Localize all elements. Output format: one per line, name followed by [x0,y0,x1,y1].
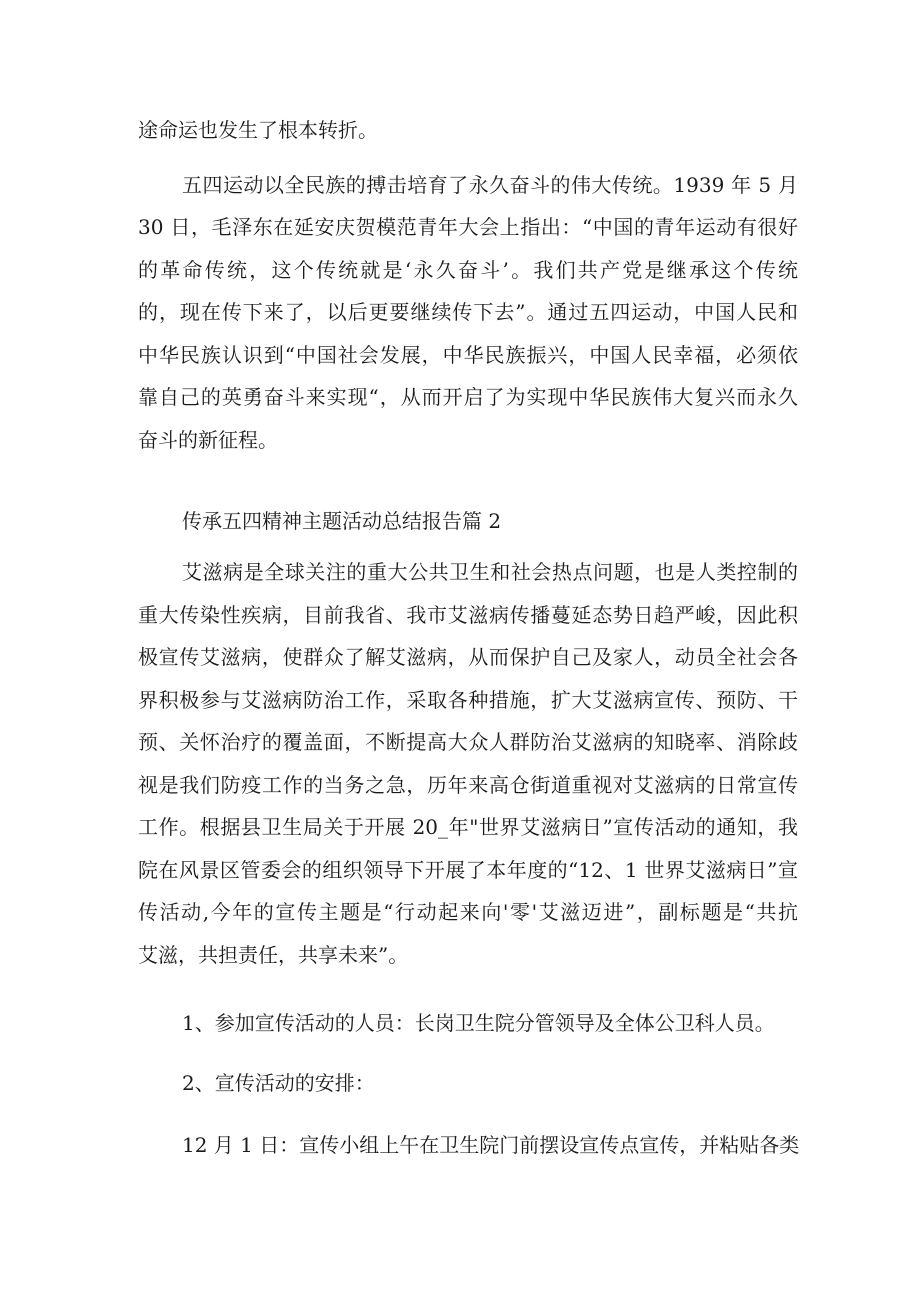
list-item-1: 1、参加宣传活动的人员：长岗卫生院分管领导及全体公卫科人员。 [182,1011,775,1035]
paragraph-3-line-10: 艾滋，共担责任，共享未来”。 [138,943,409,967]
paragraph-3-line-6: 视是我们防疫工作的当务之急，历年来高仓街道重视对艾滋病的日常宣传 [138,773,798,797]
paragraph-2-line-3: 的革命传统，这个传统就是‘永久奋斗’。我们共产党是继承这个传统 [138,258,798,282]
paragraph-1-line-1: 途命运也发生了根本转折。 [138,118,378,142]
list-item-2: 2、宣传活动的安排： [182,1071,375,1095]
paragraph-2-line-2: 30 日，毛泽东在延安庆贺模范青年大会上指出：“中国的青年运动有很好 [138,215,798,239]
paragraph-2-line-6: 靠自己的英勇奋斗来实现“，从而开启了为实现中华民族伟大复兴而永久 [138,385,798,409]
paragraph-3-line-5: 预、关怀治疗的覆盖面，不断提高大众人群防治艾滋病的知晓率、消除歧 [138,730,798,754]
paragraph-2-line-7: 奋斗的新征程。 [138,428,278,452]
schedule-dec-1: 12 月 1 日：宣传小组上午在卫生院门前摆设宣传点宣传，并粘贴各类 [182,1133,800,1157]
paragraph-3-line-1: 艾滋病是全球关注的重大公共卫生和社会热点问题，也是人类控制的 [182,560,798,584]
paragraph-2-line-1: 五四运动以全民族的搏击培育了永久奋斗的伟大传统。1939 年 5 月 [182,173,798,197]
paragraph-3-line-8: 院在风景区管委会的组织领导下开展了本年度的“12、1 世界艾滋病日”宣 [138,858,798,882]
paragraph-2-line-5: 中华民族认识到“中国社会发展，中华民族振兴，中国人民幸福，必须依 [138,343,798,367]
paragraph-3-line-7: 工作。根据县卫生局关于开展 20_年"世界艾滋病日”宣传活动的通知，我 [138,815,798,839]
section-heading: 传承五四精神主题活动总结报告篇 2 [182,509,502,533]
paragraph-3-line-9: 传活动,今年的宣传主题是“行动起来向'零'艾滋迈进”，副标题是“共抗 [138,900,798,924]
paragraph-3-line-3: 极宣传艾滋病，使群众了解艾滋病，从而保护自己及家人，动员全社会各 [138,645,798,669]
paragraph-3-line-2: 重大传染性疾病，目前我省、我市艾滋病传播蔓延态势日趋严峻，因此积 [138,603,798,627]
paragraph-3-line-4: 界积极参与艾滋病防治工作，采取各种措施，扩大艾滋病宣传、预防、干 [138,688,798,712]
paragraph-2-line-4: 的，现在传下来了，以后更要继续传下去”。通过五四运动，中国人民和 [138,300,798,324]
